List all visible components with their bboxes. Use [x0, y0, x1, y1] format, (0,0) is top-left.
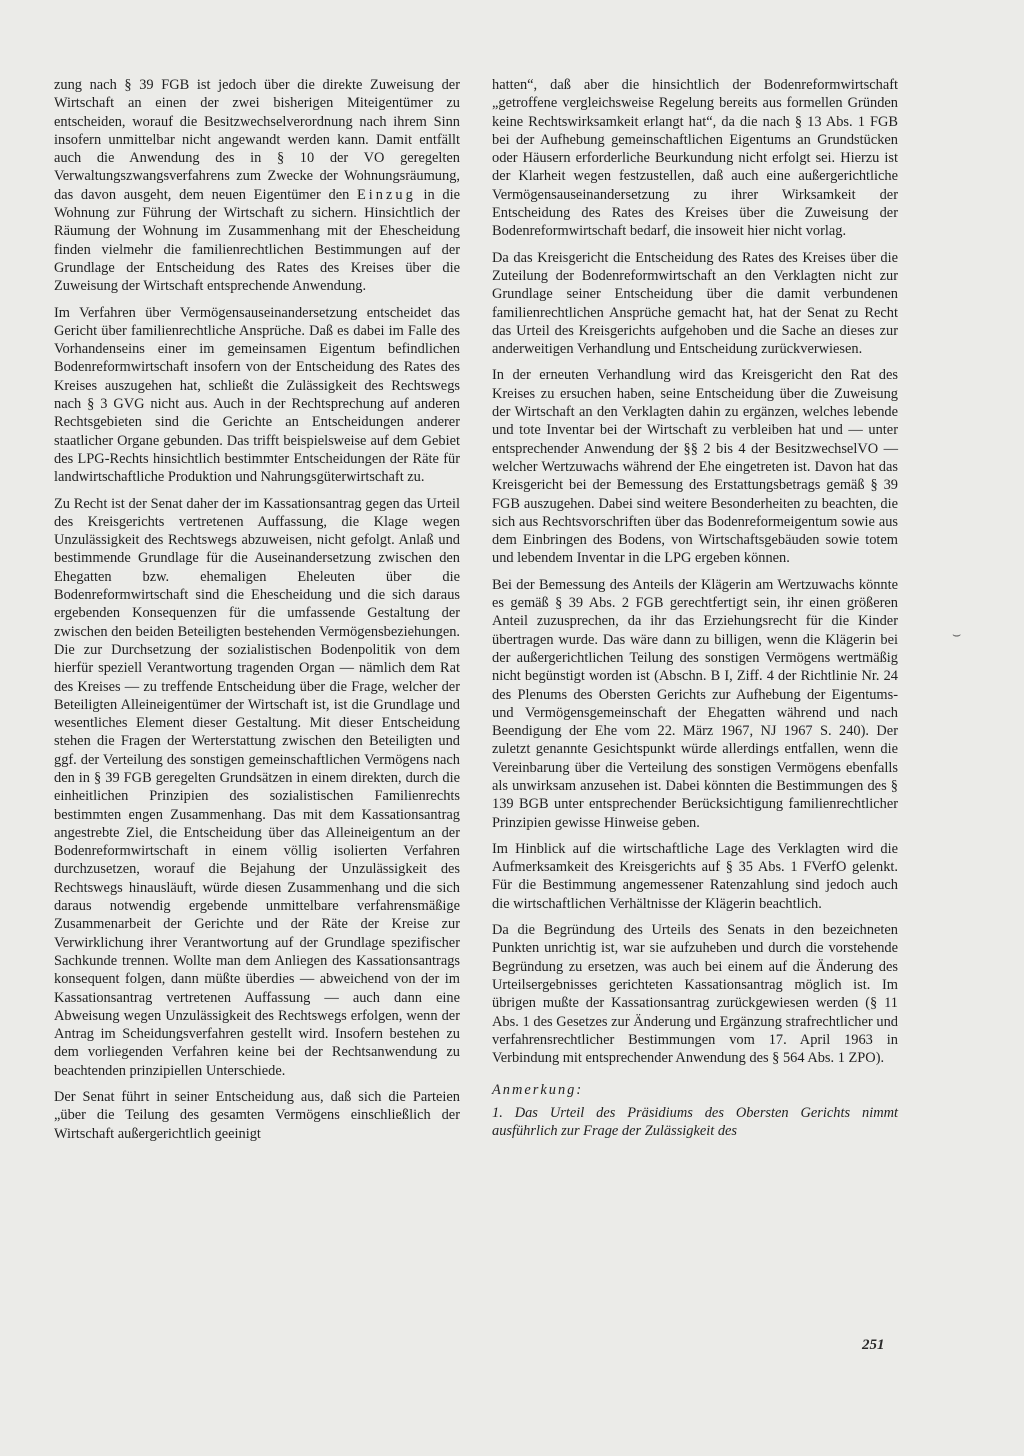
paragraph: Da die Begründung des Urteils des Senats in den bezeichneten Punkten unrichtig ist, war sie aufzuheben und durch die vorstehende Begründung zu ersetzen, was auch bei einem auf die Änderung des Urteilsergebnisses gerichteten Kassationsantrag möglich ist. Im übrigen mußte der Kassationsantrag zurückgewiesen werden (§ 11 Abs. 1 des Gesetzes zur Änderung und Ergänzung strafrechtlicher und verfahrensrechtlicher Bestimmungen vom 17. April 1963 in Verbindung mit entsprechender Anwendung des § 564 Abs. 1 ZPO). — [492, 922, 898, 1067]
paragraph: hatten“, daß aber die hinsichtlich der Bodenreformwirtschaft „getroffene vergleichsweise Regelung bereits aus formellen Gründen keine Rechtswirksamkeit erlangt hat“, da die nach § 13 Abs. 1 FGB bei der Aufhebung gemeinschaftlichen Eigentums an Grundstücken oder Häusern erforderliche Beurkundung nicht erfolgt sei. Hierzu ist der Klarheit wegen festzustellen, daß auch eine außergerichtliche Vermögensauseinandersetzung zu ihrer Wirksamkeit der Entscheidung des Rates des Kreises über die Zuweisung der Bodenreformwirtschaft bedarf, die insoweit hier nicht vorlag. — [492, 77, 898, 240]
paragraph: Zu Recht ist der Senat daher der im Kassationsantrag gegen das Urteil des Kreisgerichts vertretenen Auffassung, die Klage wegen Unzulässigkeit des Rechtswegs abzuweisen, nicht gefolgt. Anlaß und bestimmende Grundlage für die Auseinandersetzung zwischen den Ehegatten bzw. ehemaligen Eheleuten über die Bodenreformwirtschaft sind die Ehescheidung und die sich daraus ergebenden Konsequenzen für die umfassende Gestaltung der zwischen den beiden Beteiligten bestehenden Vermögensbeziehungen. Die zur Durchsetzung der sozialistischen Bodenpolitik von dem hierfür speziell Verantwortung tragenden Organ — nämlich dem Rat des Kreises — zu treffende Entscheidung über die Frage, welcher der Beteiligten Alleineigentümer der Wirtschaft ist, ist die Grundlage und wesentliches Element dieser Gestaltung. Mit dieser Entscheidung stehen die Fragen der Werterstattung zwischen den Beteiligten und ggf. der Verteilung des sonstigen gemeinschaftlichen Vermögens nach den in § 39 FGB geregelten Grundsätzen in einem direkten, durch die einheitlichen Prinzipien des sozialistischen Familienrechts bestimmten engen Zusammenhang. Das mit dem Kassationsantrag angestrebte Ziel, die Entscheidung über das Alleineigentum an der Bodenreformwirtschaft in einem völlig isolierten Verfahren durchzusetzen, worauf die Bejahung der Unzulässigkeit des Rechtswegs hinausläuft, würde diesen Zusammenhang und die sich daraus notwendig ergebende unmittelbare verfahrensmäßige Zusammenarbeit der Gerichte und der Räte der Kreise zur Verwirklichung ihrer Verantwortung auf der Grundlage spezifischer Sachkunde trennen. Wollte man dem Anliegen des Kassationsantrags konsequent folgen, dann müßte überdies — abweichend von der im Kassationsantrag vertretenen Auffassung — auch dann eine Abweisung wegen Unzulässigkeit des Rechtswegs erfolgen, wenn der Antrag im Scheidungsverfahren gestellt wird. Insofern bestehen zu dem vorliegenden Verfahren keine bei der Rechtsanwendung zu beachtenden prinzipiellen Unterschiede. — [54, 495, 460, 1079]
margin-mark: ⌣ — [952, 628, 962, 643]
note-heading: Anmerkung: — [492, 1082, 584, 1099]
note-paragraph: 1. Das Urteil des Präsidiums des Obersten Gerichts nimmt ausführlich zur Frage der Zulässigkeit des — [492, 1104, 898, 1140]
paragraph: Im Hinblick auf die wirtschaftliche Lage des Verklagten wird die Aufmerksamkeit des Kreisgerichts auf § 35 Abs. 1 FVerfO gelenkt. Für die Bestimmung angemessener Ratenzahlung sind jedoch auch die wirtschaftlichen Verhältnisse der Klägerin beachtlich. — [492, 840, 898, 912]
paragraph: Da das Kreisgericht die Entscheidung des Rates des Kreises über die Zuteilung der Bodenreformwirtschaft an den Verklagten nicht zur Grundlage seiner Entscheidung über die damit verbundenen familienrechtlichen Ansprüche gemacht hat, hat der Senat zu Recht das Urteil des Kreisgerichts aufgehoben und die Sache an dieses zur anderweitigen Verhandlung und Entscheidung zurückverwiesen. — [492, 249, 898, 358]
left-column — [54, 76, 460, 1151]
right-column — [492, 76, 898, 1148]
paragraph: Der Senat führt in seiner Entscheidung aus, daß sich die Parteien „über die Teilung des gesamten Vermögens einschließlich der Wirtschaft außergerichtlich geeinigt — [54, 1089, 460, 1142]
paragraph: Bei der Bemessung des Anteils der Klägerin am Wertzuwachs könnte es gemäß § 39 Abs. 2 FGB gerechtfertigt sein, ihr einen größeren Anteil zuzusprechen, da ihr das Erziehungsrecht für die Kinder übertragen wurde. Das wäre dann zu billigen, wenn die Klägerin bei der außergerichtlichen Teilung des sonstigen Vermögens wertmäßig nicht begünstigt worden ist (Abschn. B I, Ziff. 4 der Richtlinie Nr. 24 des Plenums des Obersten Gerichts zur Aufhebung der Eigentums- und Vermögensgemeinschaft der Ehegatten während und nach Beendigung der Ehe vom 22. März 1967, NJ 1967 S. 240). Der zuletzt genannte Gesichtspunkt würde allerdings entfallen, wenn die Vereinbarung über die Verteilung des sonstigen Vermögens ebenfalls als unwirksam anzusehen ist. Dabei könnten die Bestimmungen des § 139 BGB unter entsprechender Berücksichtigung familienrechtlicher Prinzipien gewisse Hinweise geben. — [492, 576, 898, 831]
paragraph: In der erneuten Verhandlung wird das Kreisgericht den Rat des Kreises zu ersuchen haben, seine Entscheidung über die Zuweisung der Wirtschaft an den Verklagten dahin zu ergänzen, welches lebende und tote Inventar bei der Wirtschaft zu verbleiben hat und — unter entsprechender Anwendung der §§ 2 bis 4 der BesitzwechselVO — welcher Wertzuwachs während der Ehe eingetreten ist. Davon hat das Kreisgericht bei der Bemessung des Erstattungsbetrags gemäß § 39 FGB auszugehen. Dabei sind weitere Besonderheiten zu beachten, die sich aus Rechtsvorschriften über das Bodenreformeigentum sowie aus dem Einbringen des Bodens, von Wirtschaftsgebäuden sowie totem und lebendem Inventar in die LPG ergeben können. — [492, 367, 898, 567]
paragraph: zung nach § 39 FGB ist jedoch über die direkte Zuweisung der Wirtschaft an einen der zwei bisherigen Miteigentümer zu entscheiden, worauf die Besitzwechselverordnung nach ihrem Sinn insofern unmittelbar nicht angewandt werden kann. Damit entfällt auch die Anwendung des in § 10 der VO geregelten Verwaltungszwangsverfahrens zum Zwecke der Wohnungsräumung, das davon ausgeht, dem neuen Eigentümer den Einzug in die Wohnung zur Führung der Wirtschaft zu sichern. Hinsichtlich der Räumung der Wohnung im Zusammenhang mit der Ehescheidung finden vielmehr die familienrechtlichen Bestimmungen auf der Grundlage der Entscheidung des Rates des Kreises über die Zuweisung der Wirtschaft entsprechende Anwendung. — [54, 77, 460, 295]
paragraph: Im Verfahren über Vermögensauseinandersetzung entscheidet das Gericht über familienrechtliche Ansprüche. Daß es dabei im Falle des Vorhandenseins einer im gemeinsamen Eigentum befindlichen Bodenreformwirtschaft insofern von der Entscheidung des Rates des Kreises auszugehen hat, schließt die Zulässigkeit des Rechtswegs nach § 3 GVG nicht aus. Auch in der Rechtsprechung auf anderen Rechtsgebieten sind die Gerichte an Entscheidungen anderer staatlicher Organe gebunden. Das trifft beispielsweise auf dem Gebiet des LPG-Rechts hinsichtlich bestimmter Entscheidungen der Räte für landwirtschaftliche Produktion und Nahrungsgüterwirtschaft zu. — [54, 304, 460, 486]
page-number: 251 — [862, 1337, 885, 1353]
